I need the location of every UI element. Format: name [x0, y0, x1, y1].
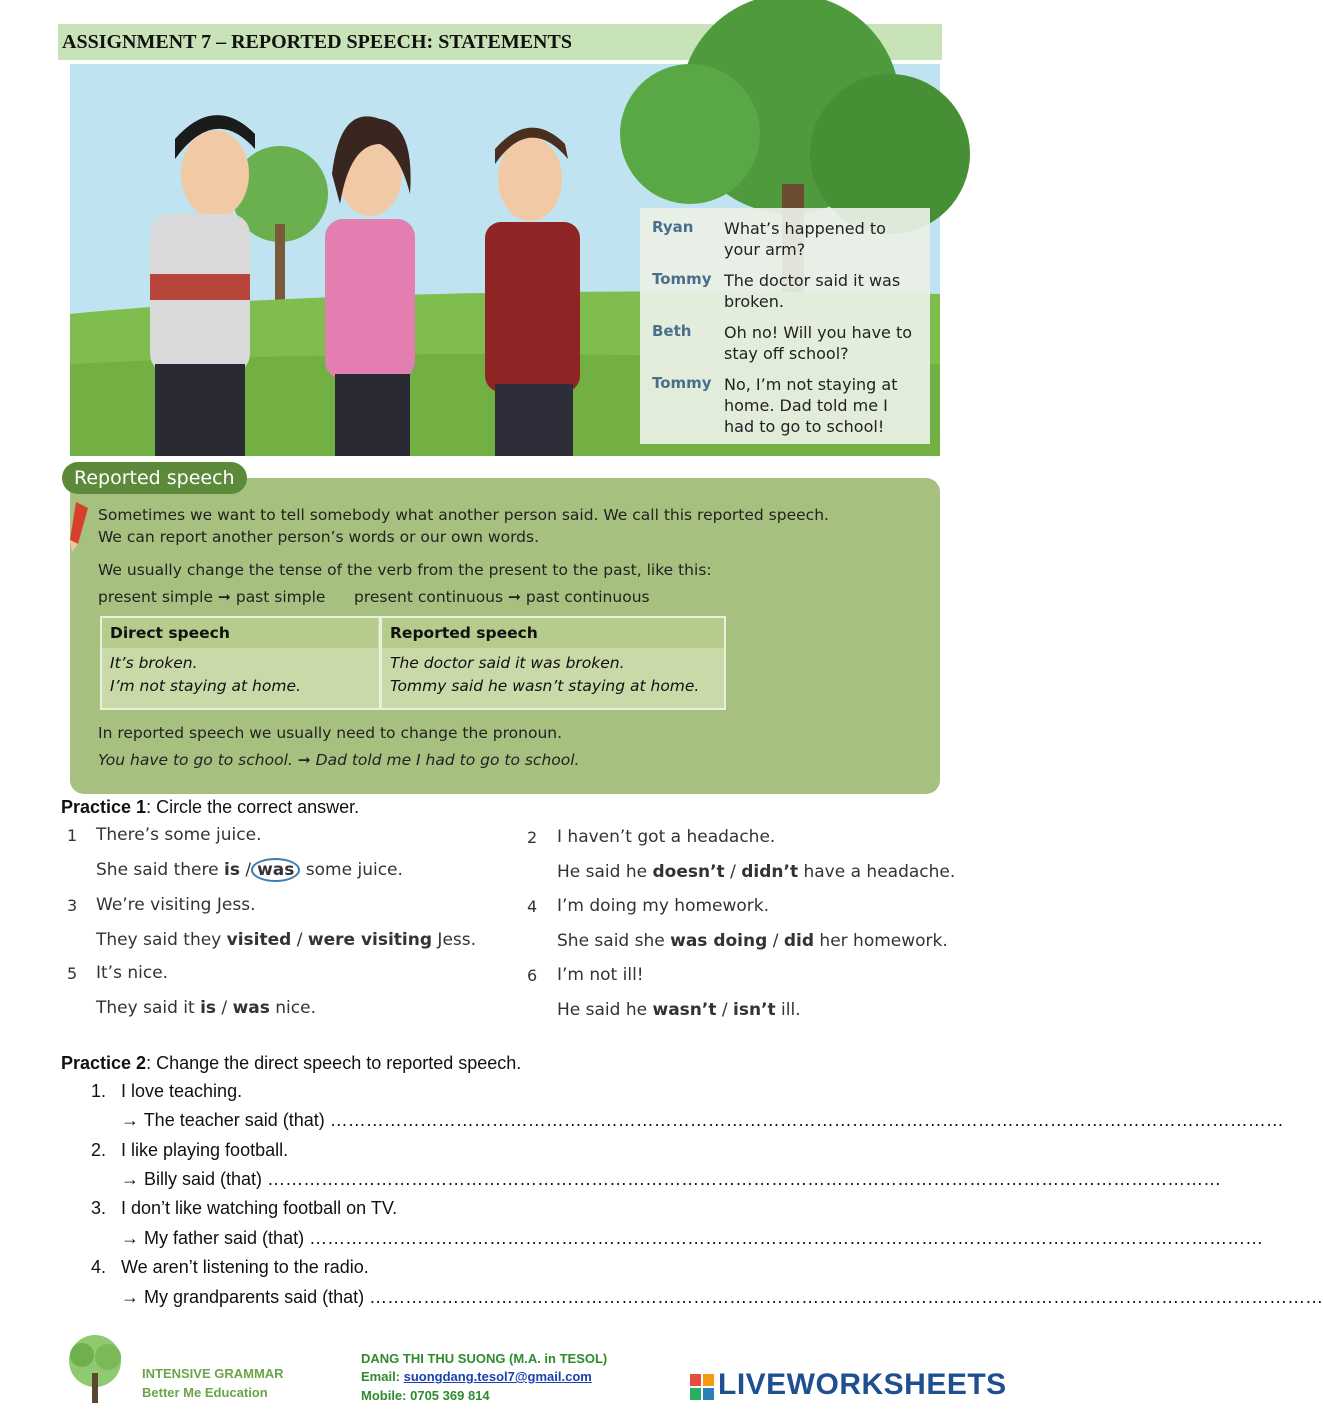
footer-school: Better Me Education — [142, 1385, 268, 1400]
choice-sentence: He said he doesn’t / didn’t have a headache. — [557, 862, 956, 882]
table-header-direct: Direct speech — [102, 618, 378, 648]
item-number: 3 — [67, 896, 78, 915]
option-b[interactable]: were visiting — [307, 930, 433, 950]
dialogue-line — [652, 218, 922, 260]
practice2-heading: Practice 2: Change the direct speech to reported speech. — [61, 1053, 522, 1073]
tense-rule-2: present continuous ➞ past continuous — [354, 588, 650, 606]
dialogue-line — [652, 270, 922, 312]
item-number: 5 — [67, 964, 78, 983]
speaker-name: Ryan — [652, 218, 694, 236]
speaker-name: Tommy — [652, 270, 712, 288]
tense-explanation: We usually change the tense of the verb from the present to the past, like this: — [98, 561, 712, 579]
choice-sentence: He said he wasn’t / isn’t ill. — [557, 1000, 801, 1020]
direct-sentence: We’re visiting Jess. — [96, 895, 256, 915]
direct-sentence: We aren’t listening to the radio. — [121, 1257, 369, 1277]
table-cell-direct: It’s broken. I’m not staying at home. — [110, 654, 301, 695]
answer-line[interactable]: → Billy said (that) …………………………………………………………………………………………………………………………………………… — [121, 1169, 1222, 1189]
direct-sentence: There’s some juice. — [96, 825, 262, 845]
arrow-icon: → — [121, 1228, 145, 1248]
option-b-circled[interactable]: was — [251, 858, 300, 882]
liveworksheets-logo-icon — [690, 1374, 714, 1400]
table-header-reported: Reported speech — [382, 618, 724, 648]
page-title: ASSIGNMENT 7 – REPORTED SPEECH: STATEMENTS — [58, 24, 942, 60]
intro-line-1: Sometimes we want to tell somebody what another person said. We call this reported speech. — [98, 506, 829, 524]
choice-sentence: They said they visited / were visiting Jess. — [96, 930, 477, 950]
option-b[interactable]: was — [232, 998, 270, 1018]
direct-sentence: I’m doing my homework. — [557, 896, 770, 916]
tense-rule-1: present simple ➞ past simple — [98, 588, 326, 606]
option-b[interactable]: isn’t — [733, 1000, 776, 1020]
answer-line[interactable]: → My grandparents said (that) …………………………………………………………………………………………………………………………………………… — [121, 1287, 1323, 1307]
item-number: 1 — [67, 826, 78, 845]
item-number: 2. — [91, 1140, 107, 1160]
liveworksheets-brand: LIVEWORKSHEETS — [718, 1368, 1007, 1401]
item-number: 3. — [91, 1198, 107, 1218]
direct-sentence: It’s nice. — [96, 963, 169, 983]
arrow-icon: → — [121, 1287, 145, 1307]
option-a[interactable]: was doing — [670, 931, 768, 951]
dialogue-box — [640, 208, 930, 444]
tree-logo-icon — [60, 1333, 130, 1407]
email-link[interactable]: suongdang.tesol7@gmail.com — [403, 1369, 592, 1384]
item-number: 1. — [91, 1081, 107, 1101]
option-b[interactable]: did — [783, 931, 815, 951]
direct-sentence: I like playing football. — [121, 1140, 289, 1160]
arrow-icon: → — [121, 1169, 145, 1189]
option-a[interactable]: is — [224, 860, 240, 880]
item-number: 2 — [527, 828, 538, 847]
dialogue-text: The doctor said it was broken. — [724, 271, 901, 311]
dialogue-line — [652, 322, 922, 364]
direct-sentence: I love teaching. — [121, 1081, 243, 1101]
choice-sentence: She said there is / was some juice. — [96, 860, 403, 880]
footer-mobile: Mobile: 0705 369 814 — [361, 1388, 490, 1403]
speech-table — [100, 616, 726, 710]
direct-sentence: I’m not ill! — [557, 965, 644, 985]
dialogue-text: No, I’m not staying at home. Dad told me I had to go to school! — [724, 375, 898, 436]
pronoun-example: You have to go to school. ➞ Dad told me I had to go to school. — [98, 751, 580, 769]
direct-sentence: I haven’t got a headache. — [557, 827, 776, 847]
choice-sentence: She said she was doing / did her homework. — [557, 931, 948, 951]
option-a[interactable]: is — [200, 998, 217, 1018]
footer-email: Email: suongdang.tesol7@gmail.com — [361, 1369, 592, 1384]
footer-teacher: DANG THI THU SUONG (M.A. in TESOL) — [361, 1351, 608, 1366]
intro-line-2: We can report another person’s words or our own words. — [98, 528, 540, 546]
dialogue-text: Oh no! Will you have to stay off school? — [724, 323, 913, 363]
item-number: 4 — [527, 897, 538, 916]
speaker-name: Tommy — [652, 374, 712, 392]
item-number: 6 — [527, 966, 538, 985]
option-a[interactable]: visited — [226, 930, 292, 950]
pencil-icon — [66, 500, 94, 552]
item-number: 4. — [91, 1257, 107, 1277]
option-b[interactable]: didn’t — [741, 862, 799, 882]
footer-program: INTENSIVE GRAMMAR — [142, 1366, 284, 1381]
dialogue-line — [652, 374, 922, 437]
answer-line[interactable]: → The teacher said (that) …………………………………………………………………………………………………………………………………………… — [121, 1110, 1284, 1130]
choice-sentence: They said it is / was nice. — [96, 998, 316, 1018]
practice1-heading: Practice 1: Circle the correct answer. — [61, 797, 360, 817]
arrow-icon: → — [121, 1110, 144, 1130]
grammar-panel-title: Reported speech — [62, 462, 247, 494]
speaker-name: Beth — [652, 322, 692, 340]
option-a[interactable]: wasn’t — [652, 1000, 717, 1020]
table-cell-reported: The doctor said it was broken. Tommy said he wasn’t staying at home. — [390, 654, 700, 695]
dialogue-text: What’s happened to your arm? — [724, 219, 886, 259]
pronoun-rule: In reported speech we usually need to change the pronoun. — [98, 724, 563, 742]
option-a[interactable]: doesn’t — [652, 862, 725, 882]
answer-line[interactable]: → My father said (that) …………………………………………………………………………………………………………………………………………… — [121, 1228, 1264, 1248]
direct-sentence: I don’t like watching football on TV. — [121, 1198, 398, 1218]
